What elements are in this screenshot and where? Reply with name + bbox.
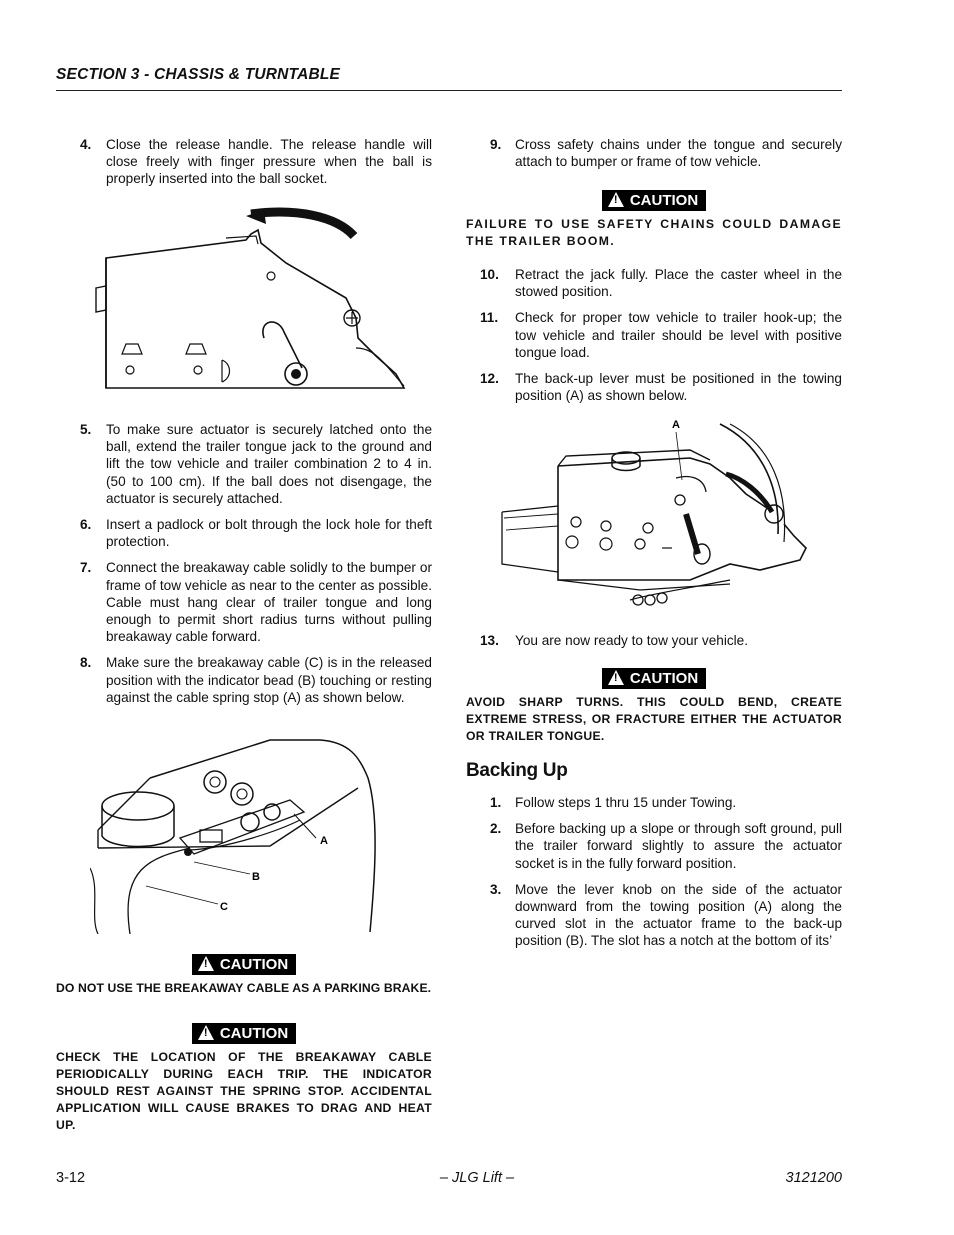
- step-6: [56, 516, 432, 550]
- caution-block-2: [56, 1023, 432, 1134]
- caution-badge: [192, 1023, 296, 1044]
- step-12: [466, 370, 842, 404]
- step-text: Connect the breakaway cable solidly to the bumper or frame of tow vehicle as near to the center as possible. Cable must hang clear of trailer tongue and long enough to permit short radius turns without pulling breakaway cable forward.: [106, 560, 432, 645]
- caution-block-3: [466, 190, 842, 250]
- backup-lever-figure: [490, 414, 810, 612]
- caution-label: CAUTION: [219, 1025, 289, 1042]
- caution-badge: [602, 668, 706, 689]
- step-text: Close the release handle. The release handle will close freely with finger pressure when the ball is properly inserted into the ball socket.: [106, 137, 432, 187]
- section-heading: Backing Up: [466, 760, 568, 781]
- step-number: 9.: [490, 137, 502, 152]
- warning-icon: !: [198, 956, 214, 971]
- step-text: Follow steps 1 thru 15 under Towing.: [515, 795, 737, 810]
- caution-text: AVOID SHARP TURNS. THIS COULD BEND, CREATE EXTREME STRESS, OR FRACTURE EITHER THE ACTUATOR OR TRAILER TONGUE.: [466, 695, 842, 743]
- caution-label: CAUTION: [219, 956, 289, 973]
- warning-icon: !: [608, 670, 624, 685]
- warning-icon: !: [198, 1025, 214, 1040]
- step-text: Before backing up a slope or through soft ground, pull the trailer forward slightly to assure the actuator socket is in the fully forward position.: [515, 821, 842, 871]
- step-9: [466, 136, 842, 170]
- step-text: Cross safety chains under the tongue and securely attach to bumper or frame of tow vehicle.: [515, 137, 842, 170]
- step-number: 7.: [80, 560, 92, 576]
- figure-label-a: A: [320, 835, 328, 847]
- step-number: 1.: [490, 795, 502, 810]
- step-10: [466, 266, 842, 300]
- backing-up-section: [466, 760, 842, 959]
- figure-label-a: A: [672, 419, 680, 431]
- step-text: Move the lever knob on the side of the actuator downward from the towing position (A) along the curved slot in the actuator frame to the back-up position (B). The slot has a notch at the bottom of its’: [515, 881, 842, 949]
- page-number: 3-12: [56, 1170, 86, 1186]
- step-11: [466, 309, 842, 361]
- step-text: You are now ready to tow your vehicle.: [515, 633, 748, 648]
- caution-text: FAILURE TO USE SAFETY CHAINS COULD DAMAGE THE TRAILER BOOM.: [466, 217, 842, 248]
- caution-text: CHECK THE LOCATION OF THE BREAKAWAY CABLE PERIODICALLY DURING EACH TRIP. THE INDICATOR SHOULD REST AGAINST THE SPRING STOP. ACCIDENTAL APPLICATION WILL CAUSE BRAKES TO DRAG AND HEAT UP.: [56, 1050, 432, 1132]
- backing-step-1: [466, 794, 842, 811]
- left-column: [56, 136, 432, 197]
- figure-label-b: B: [252, 871, 260, 883]
- caution-badge: [192, 954, 296, 975]
- backing-step-2: [466, 820, 842, 872]
- step-number: 13.: [480, 633, 499, 648]
- step-number: 11.: [480, 310, 499, 326]
- right-column-steps: [466, 266, 842, 413]
- left-column-steps: [56, 421, 432, 715]
- figure-label-c: C: [220, 901, 228, 913]
- step-4: [56, 136, 432, 188]
- step-text: Retract the jack fully. Place the caster wheel in the stowed position.: [515, 267, 842, 300]
- step-number: 6.: [80, 517, 92, 533]
- caution-text: DO NOT USE THE BREAKAWAY CABLE AS A PARKING BRAKE.: [56, 981, 432, 995]
- step-number: 10.: [480, 267, 499, 282]
- step-text: Make sure the breakaway cable (C) is in the released position with the indicator bead (B) touching or resting against the cable spring stop (A) as shown below.: [106, 655, 432, 705]
- step-number: 12.: [480, 371, 499, 387]
- step-13: [466, 632, 842, 649]
- actuator-release-handle-figure: [86, 198, 408, 396]
- step-number: 8.: [80, 655, 92, 671]
- step-number: 4.: [80, 137, 92, 152]
- step-7: [56, 559, 432, 645]
- backing-step-3: [466, 881, 842, 950]
- step-text: Insert a padlock or bolt through the lock hole for theft protection.: [106, 517, 432, 550]
- step-text: Check for proper tow vehicle to trailer hook-up; the tow vehicle and trailer should be level with positive tongue load.: [515, 310, 842, 360]
- breakaway-cable-figure: [90, 738, 386, 934]
- step-text: To make sure actuator is securely latched onto the ball, extend the trailer tongue jack to the ground and lift the tow vehicle and trailer combination 2 to 4 in. (50 to 100 cm). If the ball does not disengage, the actuator is securely attached.: [106, 422, 432, 506]
- step-8: [56, 654, 432, 706]
- step-text: The back-up lever must be positioned in the towing position (A) as shown below.: [515, 371, 842, 404]
- right-column: [466, 136, 842, 179]
- right-column-step13: [466, 632, 842, 658]
- section-title: SECTION 3 - CHASSIS & TURNTABLE: [56, 66, 341, 83]
- caution-label: CAUTION: [629, 192, 699, 209]
- caution-label: CAUTION: [629, 670, 699, 687]
- step-number: 2.: [490, 821, 502, 837]
- caution-block-4: [466, 668, 842, 745]
- document-number: 3121200: [785, 1170, 842, 1186]
- caution-block-1: [56, 954, 432, 997]
- caution-badge: [602, 190, 706, 211]
- section-header: [56, 66, 842, 91]
- step-5: [56, 421, 432, 507]
- footer-center: – JLG Lift –: [439, 1170, 515, 1186]
- step-number: 5.: [80, 422, 92, 437]
- step-number: 3.: [490, 881, 502, 897]
- warning-icon: !: [608, 192, 624, 207]
